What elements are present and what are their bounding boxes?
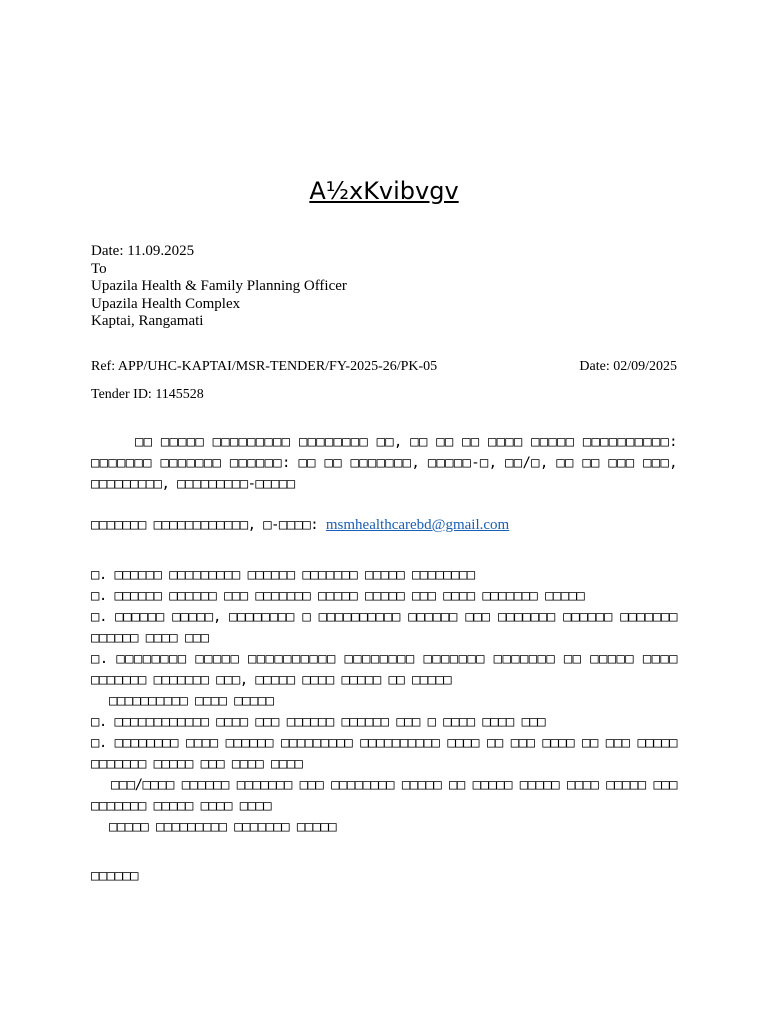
conditions-list <box>91 565 677 838</box>
recipient-title: Upazila Health & Family Planning Officer <box>91 278 347 294</box>
list-item: □. □□□□□□□□ □□□□□ □□□□□□□□□□ □□□□□□□□ □□□□□□□ □□□□□□□ □□ □□□□□ □□□□ □□□□□□□ □□□□□□□ □□□, □□□□□ □□□□ □□□□□ □□ □□□□□ <box>91 651 677 688</box>
document-title: A½xKvibvgv <box>309 177 459 205</box>
list-item: □□□□□ □□□□□□□□□ □□□□□□□ □□□□□ <box>109 819 337 835</box>
recipient-office: Upazila Health Complex <box>91 295 241 312</box>
tender-id: Tender ID: 1145528 <box>91 387 204 402</box>
body-paragraph: □□ □□□□□ □□□□□□□□□ □□□□□□□□ □□, □□ □□ □□ □□□□ □□□□□ □□□□□□□□□□: □□□□□□□ □□□□□□□ □□□□□□: □□ □□ □□□□□□□, □□□□□-□, □□/□, □□ □□ □□□ □□□, □□□□□□□□□, □□□□□□□□□-□□□□□ <box>91 434 677 492</box>
list-item: □. □□□□□□ □□□□□□ □□□ □□□□□□□ □□□□□ □□□□□ □□□ □□□□ □□□□□□□ □□□□□ <box>91 588 585 604</box>
reference-number: Ref: APP/UHC-KAPTAI/MSR-TENDER/FY-2025-26/PK-05 <box>91 359 438 374</box>
list-item: □. □□□□□□ □□□□□□□□□ □□□□□□ □□□□□□□ □□□□□ □□□□□□□□ <box>91 567 475 583</box>
closing-text: □□□□□□ <box>91 868 138 884</box>
recipient-location: Kaptai, Rangamati <box>91 313 204 329</box>
email-link[interactable]: msmhealthcarebd@gmail.com <box>325 517 510 533</box>
email-line <box>91 515 677 536</box>
recipient-to: To <box>91 260 107 277</box>
list-item: □□□□□□□□□□ □□□□ □□□□□ <box>109 693 274 709</box>
list-item: □. □□□□□□□□□□□□ □□□□ □□□ □□□□□□ □□□□□□ □□□ □ □□□□ □□□□ □□□ <box>91 714 546 730</box>
reference-date: Date: 02/09/2025 <box>579 359 677 374</box>
address-block <box>91 243 347 331</box>
letter-date: Date: 11.09.2025 <box>91 243 195 259</box>
email-prefix: □□□□□□□ □□□□□□□□□□□□, □-□□□□: <box>91 517 326 533</box>
list-item: □□□/□□□□ □□□□□□ □□□□□□□ □□□ □□□□□□□□ □□□□□ □□ □□□□□ □□□□□ □□□□ □□□□□ □□□ □□□□□□□ □□□□□ □□□□ □□□□ <box>91 777 677 814</box>
list-item: □. □□□□□□□□ □□□□ □□□□□□ □□□□□□□□□ □□□□□□□□□□ □□□□ □□ □□□ □□□□ □□ □□□ □□□□□ □□□□□□□ □□□□□ □□□ □□□□ □□□□ <box>91 735 677 772</box>
list-item: □. □□□□□□ □□□□□, □□□□□□□□ □ □□□□□□□□□□ □□□□□□ □□□ □□□□□□□ □□□□□□ □□□□□□□ □□□□□□ □□□□ □□□ <box>91 609 677 646</box>
